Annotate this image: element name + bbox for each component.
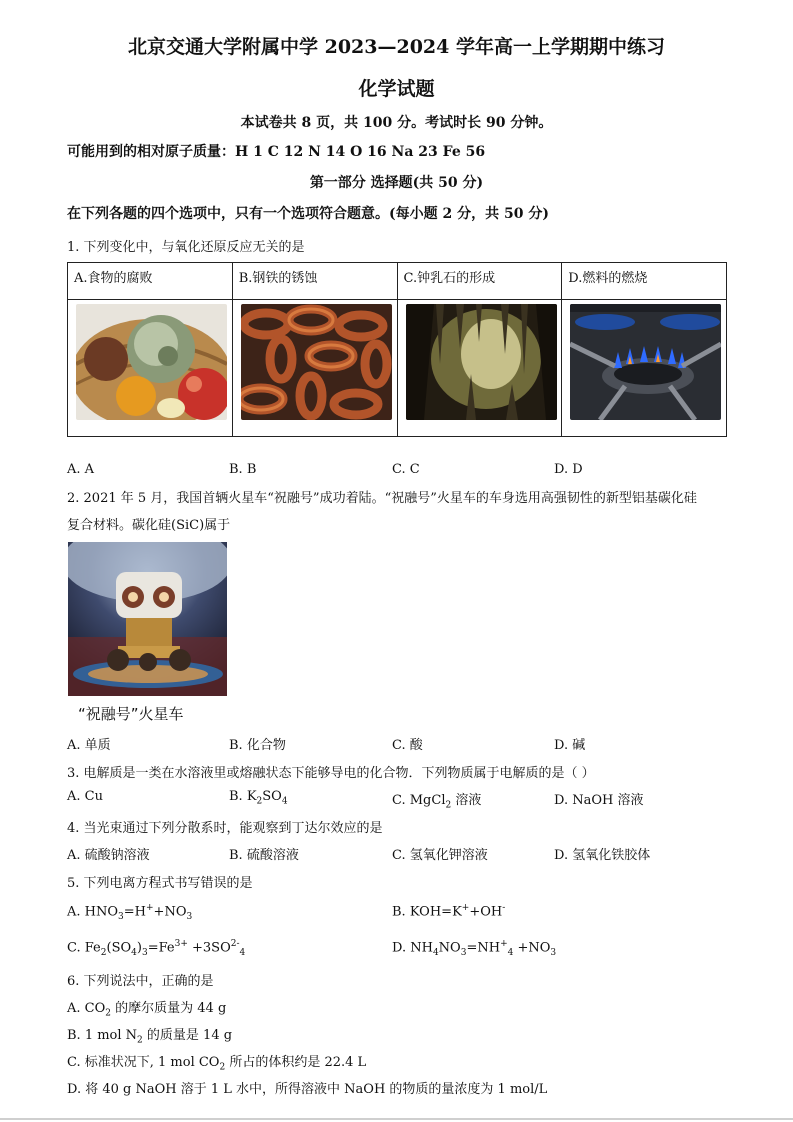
q2-option-d: D. 碱 xyxy=(554,738,586,753)
q3-option-c: C. MgCl$_2$ 溶液 xyxy=(392,793,482,811)
q3-stem: 3. 电解质是一类在水溶液里或熔融状态下能够导电的化合物．下列物质属于电解质的是（ ） xyxy=(67,766,595,781)
rusty-chain-image xyxy=(241,304,392,420)
q5-option-d: D. $NH_4NO_3=NH^+_4 +NO_3$ xyxy=(392,939,557,958)
atomic-mass-line: 可能用到的相对原子质量：H 1 C 12 N 14 O 16 Na 23 Fe 56 xyxy=(67,144,486,160)
q6-option-a: A. $CO_2$ 的摩尔质量为 44 g xyxy=(67,1001,227,1019)
rotten-fruit-image xyxy=(76,304,227,420)
q5-stem: 5. 下列电离方程式书写错误的是 xyxy=(67,876,253,891)
q5-option-b: B. KOH=K++OH- xyxy=(392,903,506,920)
q1-label-b: B.钢铁的锈蚀 xyxy=(232,263,397,300)
q4-option-b: B. 硫酸溶液 xyxy=(229,848,299,863)
q1-label-a: A.食物的腐败 xyxy=(68,263,233,300)
page-bottom-divider xyxy=(0,1118,793,1120)
q1-label-c: C.钟乳石的形成 xyxy=(397,263,562,300)
q4-option-c: C. 氢氧化钾溶液 xyxy=(392,848,488,863)
instruction-line: 在下列各题的四个选项中，只有一个选项符合题意。(每小题 2 分，共 50 分) xyxy=(67,206,549,222)
q1-label-d: D.燃料的燃烧 xyxy=(562,263,727,300)
q4-option-a: A. 硫酸钠溶液 xyxy=(67,848,150,863)
q2-option-b: B. 化合物 xyxy=(229,738,286,753)
exam-info: 本试卷共 8 页，共 100 分。考试时长 90 分钟。 xyxy=(240,115,553,131)
q3-option-d: D. NaOH 溶液 xyxy=(554,793,644,808)
q1-table xyxy=(67,262,727,437)
q1-option-a: A. A xyxy=(67,462,95,477)
q4-stem: 4. 当光束通过下列分散系时，能观察到丁达尔效应的是 xyxy=(67,821,383,836)
exam-title: 北京交通大学附属中学 2023—2024 学年高一上学期期中练习 xyxy=(128,36,665,58)
q2-option-a: A. 单质 xyxy=(67,738,111,753)
q1-image-cell-c xyxy=(397,300,562,437)
q1-image-cell-b xyxy=(232,300,397,437)
q1-option-c: C. C xyxy=(392,462,420,477)
q1-option-d: D. D xyxy=(554,462,583,477)
gas-flame-image xyxy=(570,304,721,420)
q2-option-c: C. 酸 xyxy=(392,738,423,753)
q3-option-a: A. Cu xyxy=(67,789,103,804)
q3-option-b: B. $K_2SO_4$ xyxy=(229,789,288,807)
q6-option-d: D. 将 40 g NaOH 溶于 1 L 水中，所得溶液中 NaOH 的物质的量浓度为 1 mol/L xyxy=(67,1082,548,1097)
q4-option-d: D. 氢氧化铁胶体 xyxy=(554,848,651,863)
q6-option-b: B. 1 mol $N_2$ 的质量是 14 g xyxy=(67,1028,233,1046)
exam-subtitle: 化学试题 xyxy=(358,78,435,100)
q6-stem: 6. 下列说法中，正确的是 xyxy=(67,974,214,989)
section-heading: 第一部分 选择题(共 50 分) xyxy=(309,175,484,191)
q5-option-c: C. $Fe_2(SO_4)_3=Fe^{3+} +3SO^{2-}_4$ xyxy=(67,939,246,958)
q2-stem-line1: 2. 2021 年 5 月，我国首辆火星车“祝融号”成功着陆。“祝融号”火星车的车身选用高强韧性的新型铝基碳化硅 xyxy=(67,491,697,506)
q1-image-cell-a xyxy=(68,300,233,437)
mars-rover-image xyxy=(68,542,227,696)
q2-stem-line2: 复合材料。碳化硅(SiC)属于 xyxy=(67,518,231,533)
q1-stem: 1. 下列变化中，与氧化还原反应无关的是 xyxy=(67,240,305,255)
q5-option-a: A. $HNO_3=H^++NO_3$ xyxy=(67,903,193,922)
q6-option-c: C. 标准状况下, 1 mol $CO_2$ 所占的体积约是 22.4 L xyxy=(67,1055,367,1073)
q2-image-caption: “祝融号”火星车 xyxy=(78,705,184,723)
q1-image-cell-d xyxy=(562,300,727,437)
q1-option-b: B. B xyxy=(229,462,257,477)
stalactite-cave-image xyxy=(406,304,557,420)
